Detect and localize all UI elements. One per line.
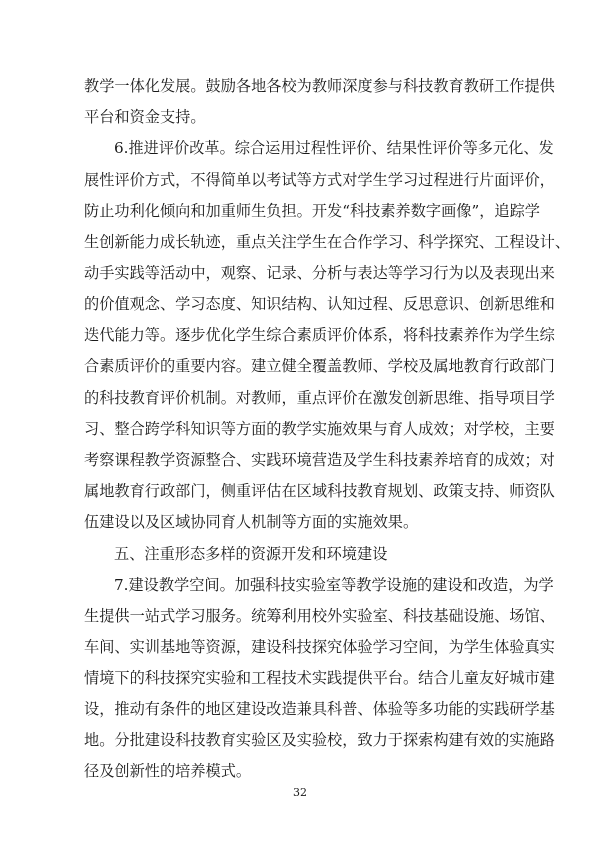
text-line: 属地教育行政部门，侧重评估在区域科技教育规划、政策支持、师资队 — [84, 482, 555, 500]
text-line: 车间、实训基地等资源，建设科技探究体验学习空间，为学生体验真实 — [84, 638, 555, 656]
page-number: 32 — [293, 786, 307, 799]
text-line: 生创新能力成长轨迹，重点关注学生在合作学习、科学探究、工程设计、 — [84, 233, 570, 251]
text-line: 平台和资金支持。 — [84, 108, 206, 126]
text-line: 教学一体化发展。鼓励各地各校为教师深度参与科技教育教研工作提供 — [84, 77, 555, 95]
text-line: 7.建设教学空间。加强科技实验室等教学设施的建设和改造，为学 — [114, 576, 554, 594]
text-line: 展性评价方式，不得简单以考试等方式对学生学习过程进行片面评价， — [84, 171, 555, 189]
text-line: 生提供一站式学习服务。统筹利用校外实验室、科技基础设施、场馆、 — [84, 607, 555, 625]
text-line: 迭代能力等。逐步优化学生综合素质评价体系，将科技素养作为学生综 — [84, 326, 555, 344]
text-line: 考察课程教学资源整合、实践环境营造及学生科技素养培育的成效；对 — [84, 451, 555, 469]
text-line: 的科技教育评价机制。对教师，重点评价在激发创新思维、指导项目学 — [84, 389, 555, 407]
text-line: 动手实践等活动中，观察、记录、分析与表达等学习行为以及表现出来 — [84, 264, 555, 282]
text-line: 伍建设以及区域协同育人机制等方面的实施效果。 — [84, 513, 419, 531]
text-line: 情境下的科技探究实验和工程技术实践提供平台。结合儿童友好城市建 — [84, 669, 555, 687]
text-line: 的价值观念、学习态度、知识结构、认知过程、反思意识、创新思维和 — [84, 295, 555, 313]
section-heading: 五、注重形态多样的资源开发和环境建设 — [114, 545, 388, 563]
text-line: 习、整合跨学科知识等方面的教学实施效果与育人成效；对学校，主要 — [84, 420, 555, 438]
text-line: 6.推进评价改革。综合运用过程性评价、结果性评价等多元化、发 — [114, 139, 554, 157]
text-line: 径及创新性的培养模式。 — [84, 762, 252, 780]
text-line: 地。分批建设科技教育实验区及实验校，致力于探索构建有效的实施路 — [84, 731, 555, 749]
text-line: 防止功利化倾向和加重师生负担。开发“科技素养数字画像”，追踪学 — [84, 202, 540, 220]
text-line: 设，推动有条件的地区建设改造兼具科普、体验等多功能的实践研学基 — [84, 700, 555, 718]
text-line: 合素质评价的重要内容。建立健全覆盖教师、学校及属地教育行政部门 — [84, 357, 555, 375]
